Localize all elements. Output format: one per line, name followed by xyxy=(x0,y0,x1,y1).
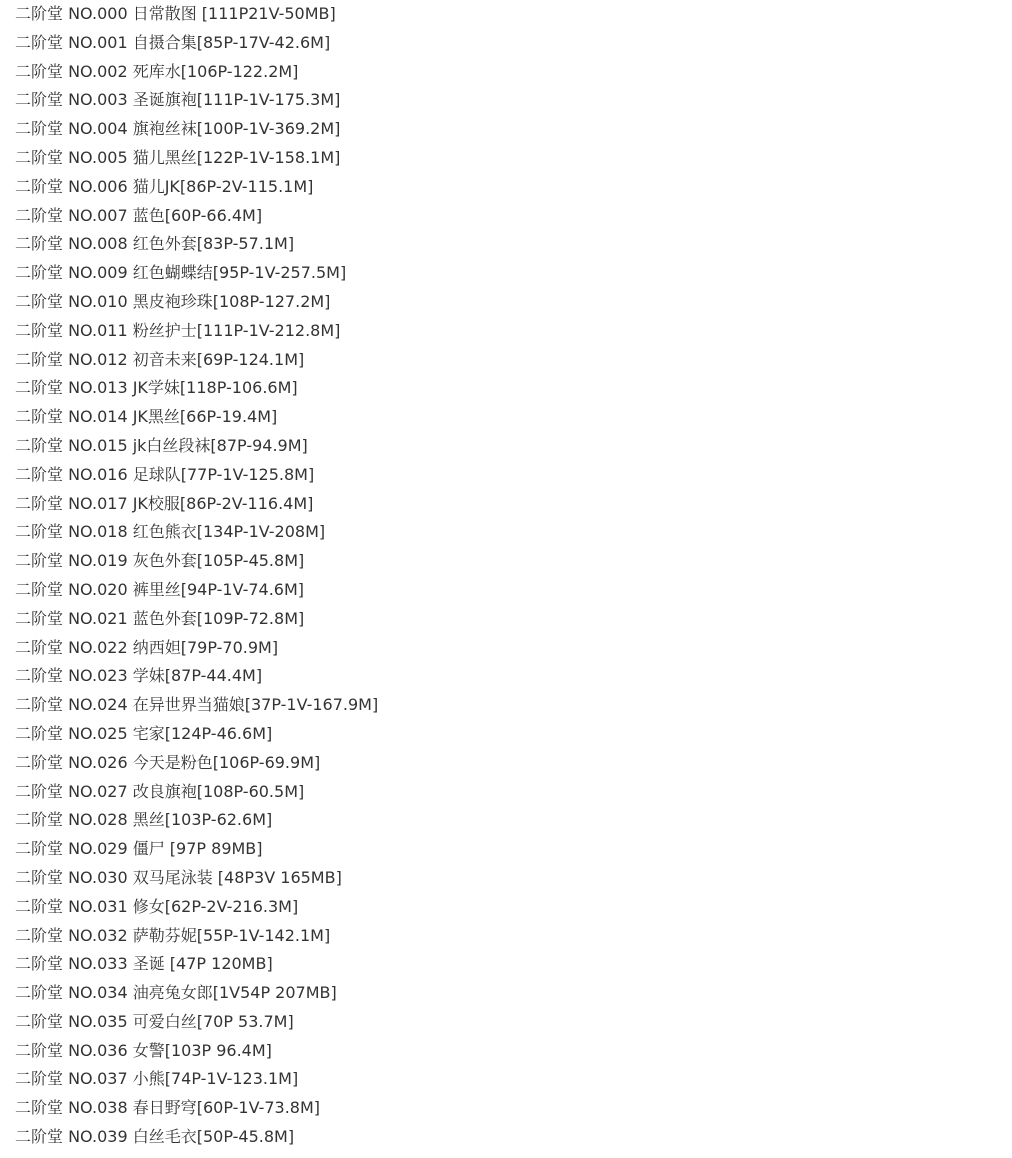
list-item: 二阶堂 NO.031 修女[62P-2V-216.3M] xyxy=(15,896,299,916)
list-item: 二阶堂 NO.018 红色熊衣[134P-1V-208M] xyxy=(15,522,326,542)
list-item: 二阶堂 NO.013 JK学妹[118P-106.6M] xyxy=(15,378,298,398)
list-item: 二阶堂 NO.001 自摄合集[85P-17V-42.6M] xyxy=(15,32,331,52)
list-item: 二阶堂 NO.025 宅家[124P-46.6M] xyxy=(15,723,273,743)
list-item: 二阶堂 NO.038 春日野穹[60P-1V-73.8M] xyxy=(15,1098,321,1118)
list-item: 二阶堂 NO.010 黑皮袍珍珠[108P-127.2M] xyxy=(15,291,331,311)
list-item: 二阶堂 NO.021 蓝色外套[109P-72.8M] xyxy=(15,608,305,628)
list-item: 二阶堂 NO.030 双马尾泳装 [48P3V 165MB] xyxy=(15,867,342,887)
list-item: 二阶堂 NO.017 JK校服[86P-2V-116.4M] xyxy=(15,493,314,513)
list-item: 二阶堂 NO.028 黑丝[103P-62.6M] xyxy=(15,810,273,830)
item-list xyxy=(15,0,378,1152)
list-item: 二阶堂 NO.006 猫儿JK[86P-2V-115.1M] xyxy=(15,176,314,196)
list-item: 二阶堂 NO.011 粉丝护士[111P-1V-212.8M] xyxy=(15,320,341,340)
list-item: 二阶堂 NO.026 今天是粉色[106P-69.9M] xyxy=(15,752,321,772)
list-item: 二阶堂 NO.016 足球队[77P-1V-125.8M] xyxy=(15,464,315,484)
list-item: 二阶堂 NO.024 在异世界当猫娘[37P-1V-167.9M] xyxy=(15,695,379,715)
list-item: 二阶堂 NO.039 白丝毛衣[50P-45.8M] xyxy=(15,1127,295,1147)
list-item: 二阶堂 NO.015 jk白丝段袜[87P-94.9M] xyxy=(15,435,308,455)
list-item: 二阶堂 NO.033 圣诞 [47P 120MB] xyxy=(15,954,273,974)
list-item: 二阶堂 NO.035 可爱白丝[70P 53.7M] xyxy=(15,1011,294,1031)
list-item: 二阶堂 NO.027 改良旗袍[108P-60.5M] xyxy=(15,781,305,801)
list-item: 二阶堂 NO.009 红色蝴蝶结[95P-1V-257.5M] xyxy=(15,263,347,283)
list-item: 二阶堂 NO.004 旗袍丝袜[100P-1V-369.2M] xyxy=(15,119,341,139)
list-item: 二阶堂 NO.012 初音未来[69P-124.1M] xyxy=(15,349,305,369)
list-item: 二阶堂 NO.008 红色外套[83P-57.1M] xyxy=(15,234,295,254)
list-item: 二阶堂 NO.005 猫儿黑丝[122P-1V-158.1M] xyxy=(15,147,341,167)
list-item: 二阶堂 NO.034 油亮兔女郎[1V54P 207MB] xyxy=(15,983,337,1003)
list-item: 二阶堂 NO.014 JK黑丝[66P-19.4M] xyxy=(15,407,278,427)
list-item: 二阶堂 NO.003 圣诞旗袍[111P-1V-175.3M] xyxy=(15,90,341,110)
list-item: 二阶堂 NO.036 女警[103P 96.4M] xyxy=(15,1040,272,1060)
list-item: 二阶堂 NO.000 日常散图 [111P21V-50MB] xyxy=(15,4,336,23)
list-item: 二阶堂 NO.007 蓝色[60P-66.4M] xyxy=(15,205,263,225)
list-item: 二阶堂 NO.029 僵尸 [97P 89MB] xyxy=(15,839,263,859)
list-item: 二阶堂 NO.022 纳西妲[79P-70.9M] xyxy=(15,637,279,657)
list-item: 二阶堂 NO.020 裤里丝[94P-1V-74.6M] xyxy=(15,579,305,599)
list-item: 二阶堂 NO.037 小熊[74P-1V-123.1M] xyxy=(15,1069,299,1089)
list-item: 二阶堂 NO.032 萨勒芬妮[55P-1V-142.1M] xyxy=(15,925,331,945)
list-item: 二阶堂 NO.002 死库水[106P-122.2M] xyxy=(15,61,299,81)
list-item: 二阶堂 NO.023 学妹[87P-44.4M] xyxy=(15,666,263,686)
list-item: 二阶堂 NO.019 灰色外套[105P-45.8M] xyxy=(15,551,305,571)
